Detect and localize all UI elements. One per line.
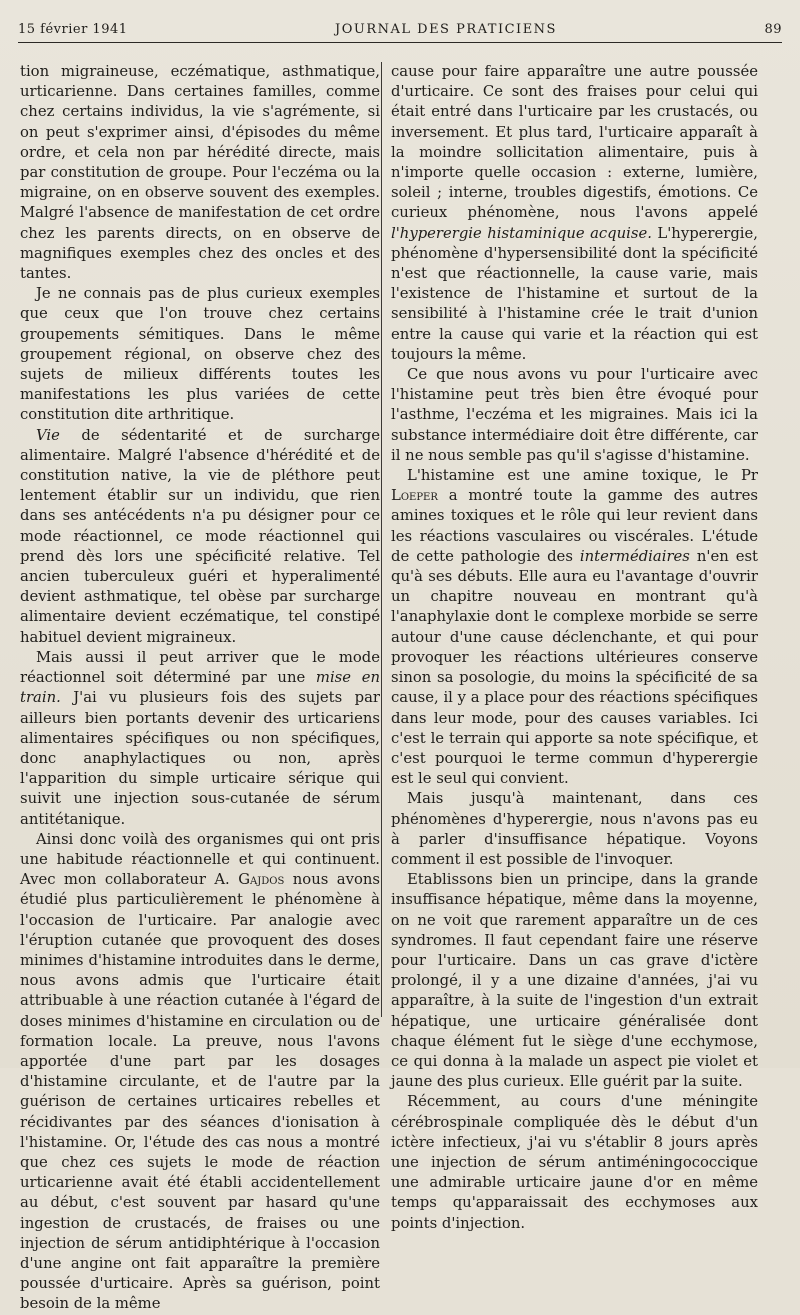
paragraph: Mais jusqu'à maintenant, dans ces phénomènes d'hyperergie, nous n'avons pas eu à parler d'insuffisance hépatique. Voyons comment il est possible de l'invoquer.	[391, 790, 758, 868]
paragraph: Ce que nous avons vu pour l'urticaire avec l'histamine peut très bien être évoqué pour l'asthme, l'eczéma et les migraines. Mais ici la substance intermédiaire doit être différente, car il ne nous semble pas qu'il s'agisse d'histamine.	[391, 366, 758, 464]
paragraph: cause pour faire apparaître une autre poussée d'urticaire. Ce sont des fraises pour celui qui était entré dans l'urticaire par les crustacés, ou inversement. Et plus tard, l'urticaire apparaît à la moindre sollicitation alimentaire, puis à n'importe quelle occasion : externe, lumière, soleil ; interne, troubles digestifs, émotions. Ce curieux phénomène, nous l'avons appelé l'hyperergie histaminique acquise. L'hyperergie, phénomène d'hypersensibilité dont la spécificité n'est que réactionnelle, la cause varie, mais l'existence de l'histamine et surtout de la sensibilité à l'histamine crée le trait d'union entre la cause qui varie et la réaction qui est toujours la même.	[391, 63, 758, 363]
paragraph: Etablissons bien un principe, dans la grande insuffisance hépatique, même dans la moyenne, on ne voit que rarement apparaître un de ces syndromes. Il faut cependant faire une réserve pour l'urticaire. Dans un cas grave d'ictère prolongé, il y a une dizaine d'années, j'ai vu apparaître, à la suite de l'ingestion d'un extrait hépatique, une urticaire généralisée dont chaque élément fut le siège d'une ecchymose, ce qui donna à la malade un aspect pie violet et jaune des plus curieux. Elle guérit par la suite.	[391, 871, 758, 1091]
column-divider	[381, 62, 382, 1017]
header-rule	[18, 42, 782, 43]
page-number: 89	[764, 21, 782, 37]
paragraph: tion migraineuse, eczématique, asthmatique, urticarienne. Dans certaines familles, comme chez certains individus, la vie s'agrémente, si on peut s'exprimer ainsi, d'épisodes du même ordre, et cela non par hérédité directe, mais par constitution de groupe. Pour l'eczéma ou la migraine, on en observe souvent des exemples. Malgré l'absence de manifestation de cet ordre chez les parents directs, on en observe de magnifiques exemples chez des oncles et des tantes.	[20, 63, 380, 283]
journal-title: JOURNAL DES PRATICIENS	[335, 21, 557, 37]
paragraph: Mais aussi il peut arriver que le mode réactionnel soit déterminé par une mise en train. J'ai vu plusieurs fois des sujets par ailleurs bien portants devenir des urticariens alimentaires spécifiques ou non spécifiques, donc anaphylactiques ou non, après l'apparition du simple urticaire sérique qui suivit une injection sous-cutanée de sérum antitétanique.	[20, 648, 381, 828]
paragraph: Vie de sédentarité et de surcharge alimentaire. Malgré l'absence d'hérédité et de constitution native, la vie de pléthore peut lentement établir sur un individu, que rien dans ses antécédents n'a pu désigner pour ce mode réactionnel, ce mode réactionnel qui prend dès lors une spécificité relative. Tel ancien tuberculeux guéri et hyperalimenté devient asthmatique, tel obèse par surcharge alimentaire devient eczématique, tel constipé habituel devient migraineux.	[20, 426, 380, 646]
right-column	[391, 62, 758, 1234]
paragraph: Récemment, au cours d'une méningite cérébrospinale compliquée dès le début d'un ictère infectieux, j'ai vu s'établir 8 jours après une injection de sérum antiméningococcique une admirable urticaire jaune d'or en même temps qu'apparaissait des ecchymoses aux points d'injection.	[391, 1093, 758, 1232]
left-column	[20, 62, 380, 1315]
paragraph: Je ne connais pas de plus curieux exemples que ceux que l'on trouve chez certains groupements sémitiques. Dans le même groupement régional, on observe chez des sujets de milieux différents toutes les manifestations les plus variées de cette constitution dite arthritique.	[20, 285, 380, 424]
paragraph: L'histamine est une amine toxique, le Pr Loeper a montré toute la gamme des autres amines toxiques et le rôle qui leur revient dans les réactions vasculaires ou viscérales. L'étude de cette pathologie des intermédiaires n'en est qu'à ses débuts. Elle aura eu l'avantage d'ouvrir un chapitre nouveau en montrant qu'à l'anaphylaxie dont le complexe morbide se serre autour d'une cause déclenchante, et qui pour provoquer les réactions ultérieures conserve sinon sa posologie, du moins la spécificité de sa cause, il y a place pour des réactions spécifiques dans leur mode, pour des causes variables. Ici c'est le terrain qui apporte sa note spécifique, et c'est pourquoi le terme commun d'hyperergie est le seul qui convient.	[391, 467, 758, 788]
issue-date: 15 février 1941	[18, 21, 128, 37]
paragraph: Ainsi donc voilà des organismes qui ont pris une habitude réactionnelle et qui continuent. Avec mon collaborateur A. Gajdos nous avons étudié plus particulièrement le phénomène à l'occasion de l'urticaire. Par analogie avec l'éruption cutanée que provoquent des doses minimes d'histamine introduites dans le derme, nous avons admis que l'urticaire était attribuable à une réaction cutanée à l'égard de doses minimes d'histamine en circulation ou de formation locale. La preuve, nous l'avons apportée d'une part par les dosages d'histamine circulante, et de l'autre par la guérison de certaines urticaires rebelles et récidivantes par des séances d'ionisation à l'histamine. Or, l'étude des cas nous a montré que chez ces sujets le mode de réaction urticarienne avait été établi accidentellement au début, c'est souvent par hasard qu'une ingestion de crustacés, de fraises ou une injection de sérum antidiphtérique à l'occasion d'une angine ont fait apparaître la première poussée d'urticaire. Après sa guérison, point besoin de la même	[20, 830, 380, 1313]
page-header	[18, 18, 782, 40]
